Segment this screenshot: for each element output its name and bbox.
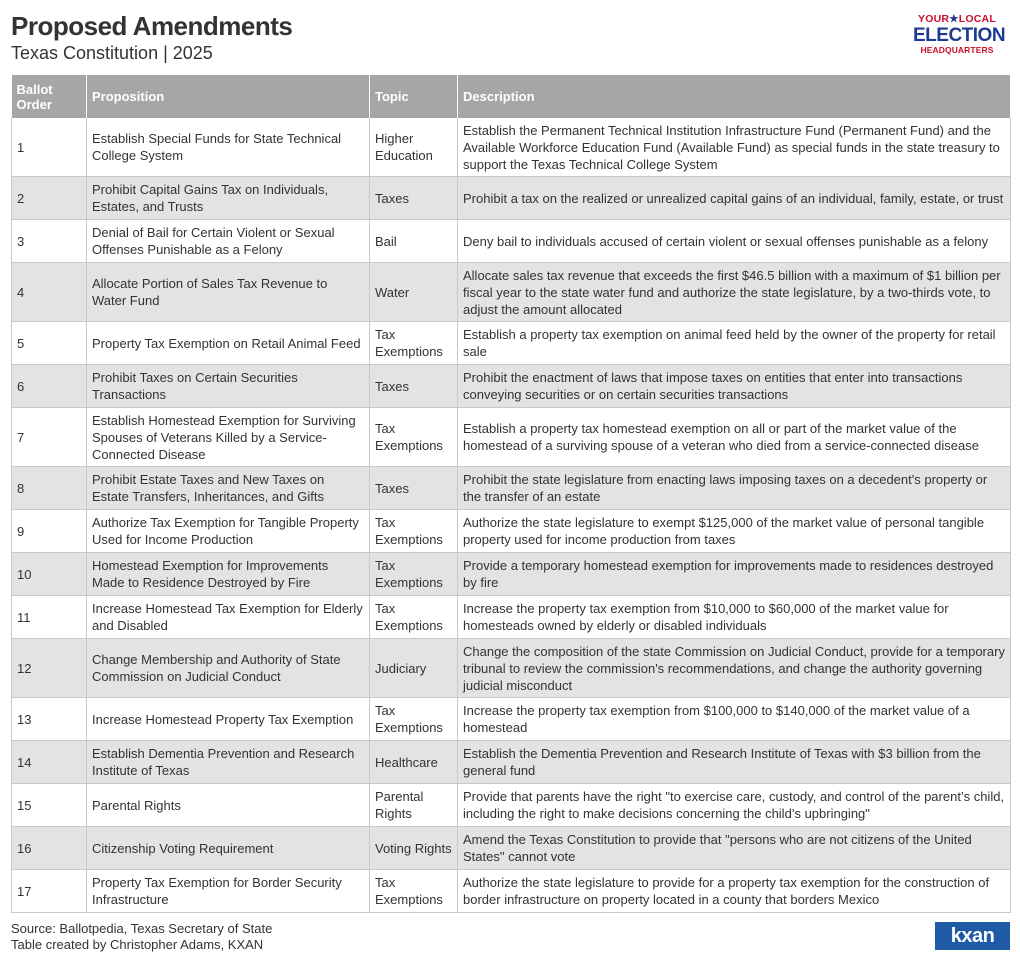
cell-proposition: Change Membership and Authority of State Commission on Judicial Conduct xyxy=(87,639,370,698)
page-title: Proposed Amendments xyxy=(11,11,293,41)
header xyxy=(11,10,292,64)
cell-topic: Tax Exemptions xyxy=(370,698,458,741)
cell-proposition: Prohibit Estate Taxes and New Taxes on Estate Transfers, Inheritances, and Gifts xyxy=(87,467,370,510)
page-subtitle: Texas Constitution | 2025 xyxy=(11,43,213,63)
cell-topic: Tax Exemptions xyxy=(370,553,458,596)
cell-topic: Water xyxy=(370,263,458,322)
cell-proposition: Increase Homestead Tax Exemption for Elderly and Disabled xyxy=(87,596,370,639)
cell-topic: Higher Education xyxy=(370,118,458,177)
table-row xyxy=(12,784,1011,827)
cell-topic: Tax Exemptions xyxy=(370,510,458,553)
amendments-table xyxy=(11,75,1011,913)
cell-description: Establish the Dementia Prevention and Research Institute of Texas with $3 billion from the general fund xyxy=(458,741,1011,784)
table-row xyxy=(12,365,1011,408)
cell-proposition: Prohibit Capital Gains Tax on Individuals, Estates, and Trusts xyxy=(87,177,370,220)
cell-description: Provide that parents have the right "to exercise care, custody, and control of the parent’s child, including the right to make decisions concerning the child’s upbringing" xyxy=(458,784,1011,827)
table-row xyxy=(12,553,1011,596)
cell-topic: Taxes xyxy=(370,365,458,408)
cell-topic: Tax Exemptions xyxy=(370,408,458,467)
cell-order: 16 xyxy=(12,827,87,870)
table-header-row xyxy=(12,75,1011,118)
cell-topic: Bail xyxy=(370,220,458,263)
cell-proposition: Allocate Portion of Sales Tax Revenue to Water Fund xyxy=(87,263,370,322)
cell-topic: Taxes xyxy=(370,467,458,510)
cell-order: 11 xyxy=(12,596,87,639)
cell-proposition: Denial of Bail for Certain Violent or Sexual Offenses Punishable as a Felony xyxy=(87,220,370,263)
table-row xyxy=(12,408,1011,467)
cell-proposition: Increase Homestead Property Tax Exemption xyxy=(87,698,370,741)
source-note: Source: Ballotpedia, Texas Secretary of State xyxy=(11,921,273,936)
cell-description: Provide a temporary homestead exemption for improvements made to residences destroyed by fire xyxy=(458,553,1011,596)
cell-description: Authorize the state legislature to provide for a property tax exemption for the construction of border infrastructure on property located in a county that borders Mexico xyxy=(458,870,1011,913)
star-icon: ★ xyxy=(949,13,959,25)
column-header-topic: Topic xyxy=(370,75,458,118)
cell-order: 8 xyxy=(12,467,87,510)
column-header-description: Description xyxy=(458,75,1011,118)
cell-proposition: Property Tax Exemption for Border Security Infrastructure xyxy=(87,870,370,913)
logo-word-headquarters: HEADQUARTERS xyxy=(920,44,994,55)
table-row xyxy=(12,698,1011,741)
table-row xyxy=(12,263,1011,322)
kxan-logo: kxan xyxy=(935,922,1010,950)
cell-description: Establish a property tax homestead exemption on all or part of the market value of the homestead of a surviving spouse of a veteran who died from a service-connected disease xyxy=(458,408,1011,467)
cell-proposition: Establish Homestead Exemption for Surviving Spouses of Veterans Killed by a Service-Connected Disease xyxy=(87,408,370,467)
cell-order: 2 xyxy=(12,177,87,220)
election-headquarters-logo xyxy=(913,13,1006,55)
cell-proposition: Citizenship Voting Requirement xyxy=(87,827,370,870)
table-row xyxy=(12,639,1011,698)
table-row xyxy=(12,596,1011,639)
cell-description: Change the composition of the state Commission on Judicial Conduct, provide for a temporary tribunal to review the commission's recommendations, and change the authority governing judicial misconduct xyxy=(458,639,1011,698)
table-row xyxy=(12,322,1011,365)
cell-order: 12 xyxy=(12,639,87,698)
cell-order: 1 xyxy=(12,118,87,177)
cell-order: 17 xyxy=(12,870,87,913)
table-row xyxy=(12,510,1011,553)
cell-order: 10 xyxy=(12,553,87,596)
cell-order: 6 xyxy=(12,365,87,408)
cell-topic: Voting Rights xyxy=(370,827,458,870)
cell-order: 15 xyxy=(12,784,87,827)
cell-description: Prohibit the state legislature from enacting laws imposing taxes on a decedent's property or the transfer of an estate xyxy=(458,467,1011,510)
logo-word-your: YOUR xyxy=(918,13,950,25)
cell-order: 3 xyxy=(12,220,87,263)
column-header-ballot-order: Ballot Order xyxy=(12,75,87,118)
cell-description: Prohibit a tax on the realized or unrealized capital gains of an individual, family, estate, or trust xyxy=(458,177,1011,220)
cell-proposition: Establish Dementia Prevention and Research Institute of Texas xyxy=(87,741,370,784)
table-row xyxy=(12,827,1011,870)
table-row xyxy=(12,220,1011,263)
logo-word-election: ELECTION xyxy=(913,24,1006,46)
cell-description: Prohibit the enactment of laws that impose taxes on entities that enter into transactions conveying securities or on certain securities transactions xyxy=(458,365,1011,408)
footer xyxy=(11,921,272,953)
cell-description: Allocate sales tax revenue that exceeds the first $46.5 billion with a maximum of $1 billion per fiscal year to the state water fund and authorize the state legislature, by a two-thirds vote, to adjust the amount allocated xyxy=(458,263,1011,322)
cell-proposition: Property Tax Exemption on Retail Animal Feed xyxy=(87,322,370,365)
cell-proposition: Parental Rights xyxy=(87,784,370,827)
cell-topic: Tax Exemptions xyxy=(370,322,458,365)
cell-topic: Taxes xyxy=(370,177,458,220)
cell-description: Increase the property tax exemption from $10,000 to $60,000 of the market value for homesteads owned by elderly or disabled individuals xyxy=(458,596,1011,639)
cell-order: 13 xyxy=(12,698,87,741)
cell-order: 5 xyxy=(12,322,87,365)
cell-order: 14 xyxy=(12,741,87,784)
cell-proposition: Homestead Exemption for Improvements Made to Residence Destroyed by Fire xyxy=(87,553,370,596)
cell-proposition: Authorize Tax Exemption for Tangible Property Used for Income Production xyxy=(87,510,370,553)
cell-topic: Tax Exemptions xyxy=(370,596,458,639)
table-row xyxy=(12,118,1011,177)
cell-topic: Judiciary xyxy=(370,639,458,698)
table-row xyxy=(12,741,1011,784)
column-header-proposition: Proposition xyxy=(87,75,370,118)
cell-proposition: Establish Special Funds for State Technical College System xyxy=(87,118,370,177)
table-body xyxy=(12,118,1011,913)
cell-description: Establish a property tax exemption on animal feed held by the owner of the property for retail sale xyxy=(458,322,1011,365)
cell-topic: Tax Exemptions xyxy=(370,870,458,913)
table-row xyxy=(12,177,1011,220)
cell-order: 4 xyxy=(12,263,87,322)
cell-proposition: Prohibit Taxes on Certain Securities Transactions xyxy=(87,365,370,408)
cell-order: 9 xyxy=(12,510,87,553)
cell-description: Authorize the state legislature to exempt $125,000 of the market value of personal tangible property used for income production from taxes xyxy=(458,510,1011,553)
cell-topic: Parental Rights xyxy=(370,784,458,827)
cell-description: Amend the Texas Constitution to provide that "persons who are not citizens of the United States" cannot vote xyxy=(458,827,1011,870)
cell-description: Deny bail to individuals accused of certain violent or sexual offenses punishable as a felony xyxy=(458,220,1011,263)
logo-word-local: LOCAL xyxy=(958,13,996,25)
cell-description: Increase the property tax exemption from $100,000 to $140,000 of the market value of a homestead xyxy=(458,698,1011,741)
cell-description: Establish the Permanent Technical Institution Infrastructure Fund (Permanent Fund) and the Available Workforce Education Fund (Available Fund) as special funds in the state treasury to support the Texas Technical College System xyxy=(458,118,1011,177)
cell-order: 7 xyxy=(12,408,87,467)
credit-note: Table created by Christopher Adams, KXAN xyxy=(11,937,264,952)
table-row xyxy=(12,870,1011,913)
table-row xyxy=(12,467,1011,510)
cell-topic: Healthcare xyxy=(370,741,458,784)
